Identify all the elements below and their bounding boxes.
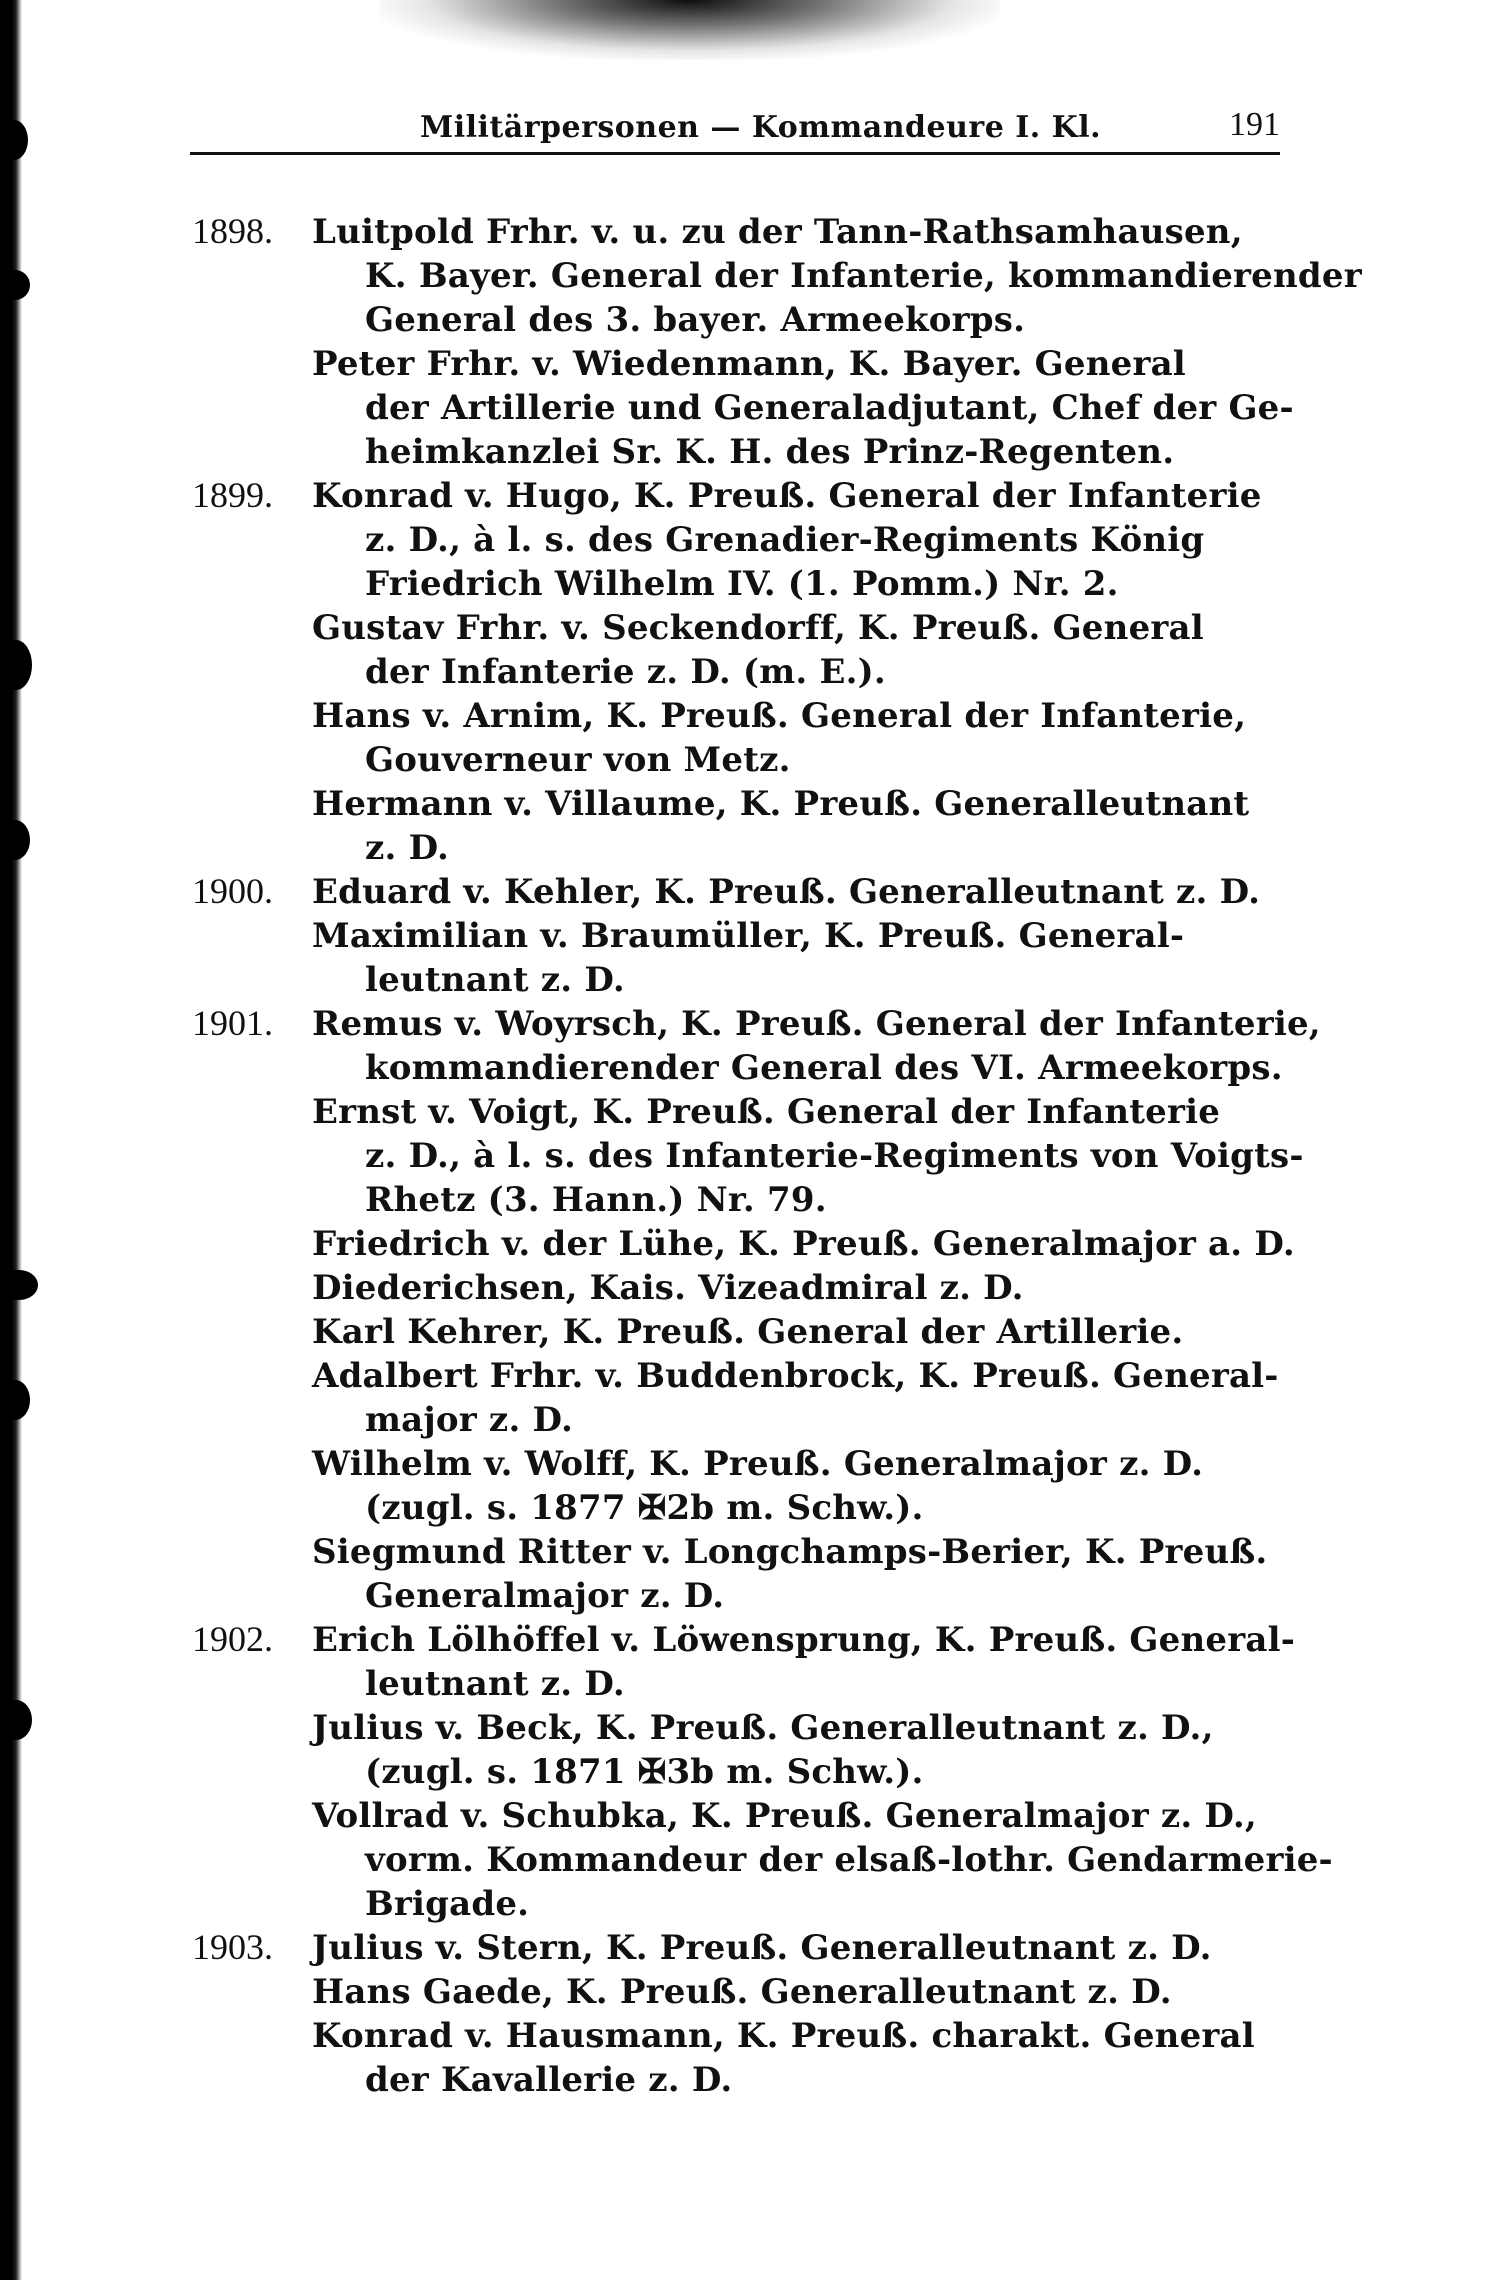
year-label: 1902. — [192, 1619, 273, 1659]
entry-line: heimkanzlei Sr. K. H. des Prinz-Regenten. — [365, 432, 1175, 472]
entry-line: Wilhelm v. Wolff, K. Preuß. Generalmajor z. D. — [312, 1444, 1204, 1484]
entry-line: z. D. — [365, 828, 450, 868]
year-label: 1903. — [192, 1927, 273, 1967]
spine-stain — [0, 1700, 32, 1740]
entry-line: kommandierender General des VI. Armeekorps. — [365, 1048, 1283, 1088]
entry-line: Ernst v. Voigt, K. Preuß. General der Infanterie — [312, 1092, 1221, 1132]
running-head-title: Militärpersonen — Kommandeure I. Kl. — [420, 110, 1102, 145]
entry-line: Adalbert Frhr. v. Buddenbrock, K. Preuß. General- — [312, 1356, 1279, 1396]
entry-line: Gustav Frhr. v. Seckendorff, K. Preuß. General — [312, 608, 1204, 648]
entry-line: Peter Frhr. v. Wiedenmann, K. Bayer. General — [312, 344, 1186, 384]
entry-line: Hans v. Arnim, K. Preuß. General der Infanterie, — [312, 696, 1247, 736]
entry-line: Hans Gaede, K. Preuß. Generalleutnant z. D. — [312, 1972, 1172, 2012]
spine-stain — [0, 270, 30, 300]
entry-line: Luitpold Frhr. v. u. zu der Tann-Rathsamhausen, — [312, 212, 1243, 252]
spine-stain — [0, 120, 28, 160]
entry-line: vorm. Kommandeur der elsaß-lothr. Gendarmerie- — [365, 1840, 1333, 1880]
year-label: 1898. — [192, 211, 273, 251]
book-spine-shadow — [0, 0, 22, 2280]
entry-line: der Infanterie z. D. (m. E.). — [365, 652, 886, 692]
entry-line: Julius v. Stern, K. Preuß. Generalleutnant z. D. — [312, 1928, 1212, 1968]
entry-line: Julius v. Beck, K. Preuß. Generalleutnant z. D., — [312, 1708, 1214, 1748]
spine-stain — [0, 640, 32, 690]
entry-line: major z. D. — [365, 1400, 574, 1440]
entry-line: K. Bayer. General der Infanterie, kommandierender — [365, 256, 1362, 296]
entry-line: Hermann v. Villaume, K. Preuß. Generalleutnant — [312, 784, 1250, 824]
entry-line: Vollrad v. Schubka, K. Preuß. Generalmajor z. D., — [312, 1796, 1257, 1836]
entry-line: Konrad v. Hausmann, K. Preuß. charakt. General — [312, 2016, 1255, 2056]
entry-line: leutnant z. D. — [365, 1664, 625, 1704]
page-number: 191 — [1229, 106, 1280, 143]
entry-line: Rhetz (3. Hann.) Nr. 79. — [365, 1180, 827, 1220]
entry-line: (zugl. s. 1871 ✠3b m. Schw.). — [365, 1752, 924, 1792]
entry-line: Friedrich v. der Lühe, K. Preuß. Generalmajor a. D. — [312, 1224, 1295, 1264]
entry-line: Eduard v. Kehler, K. Preuß. Generalleutnant z. D. — [312, 872, 1261, 912]
entry-line: Siegmund Ritter v. Longchamps-Berier, K. Preuß. — [312, 1532, 1268, 1572]
entry-line: (zugl. s. 1877 ✠2b m. Schw.). — [365, 1488, 924, 1528]
entry-line: Brigade. — [365, 1884, 530, 1924]
year-label: 1899. — [192, 475, 273, 515]
entry-line: z. D., à l. s. des Grenadier-Regiments König — [365, 520, 1205, 560]
entry-line: General des 3. bayer. Armeekorps. — [365, 300, 1026, 340]
spine-stain — [0, 820, 30, 860]
scan-smudge — [380, 0, 1000, 60]
entry-line: Karl Kehrer, K. Preuß. General der Artillerie. — [312, 1312, 1184, 1352]
entry-line: Konrad v. Hugo, K. Preuß. General der Infanterie — [312, 476, 1262, 516]
spine-stain — [0, 1270, 38, 1300]
entry-line: leutnant z. D. — [365, 960, 625, 1000]
spine-stain — [0, 1380, 30, 1420]
entry-line: Remus v. Woyrsch, K. Preuß. General der Infanterie, — [312, 1004, 1321, 1044]
entry-line: Generalmajor z. D. — [365, 1576, 725, 1616]
entry-line: z. D., à l. s. des Infanterie-Regiments von Voigts- — [365, 1136, 1304, 1176]
year-label: 1901. — [192, 1003, 273, 1043]
entry-line: Gouverneur von Metz. — [365, 740, 791, 780]
entry-line: Maximilian v. Braumüller, K. Preuß. General- — [312, 916, 1185, 956]
year-label: 1900. — [192, 871, 273, 911]
entry-line: der Kavallerie z. D. — [365, 2060, 733, 2100]
entry-line: Friedrich Wilhelm IV. (1. Pomm.) Nr. 2. — [365, 564, 1119, 604]
running-head — [380, 108, 1280, 152]
entry-line: Erich Lölhöffel v. Löwensprung, K. Preuß. General- — [312, 1620, 1296, 1660]
header-rule — [190, 152, 1280, 155]
entry-line: der Artillerie und Generaladjutant, Chef der Ge- — [365, 388, 1294, 428]
entry-line: Diederichsen, Kais. Vizeadmiral z. D. — [312, 1268, 1024, 1308]
